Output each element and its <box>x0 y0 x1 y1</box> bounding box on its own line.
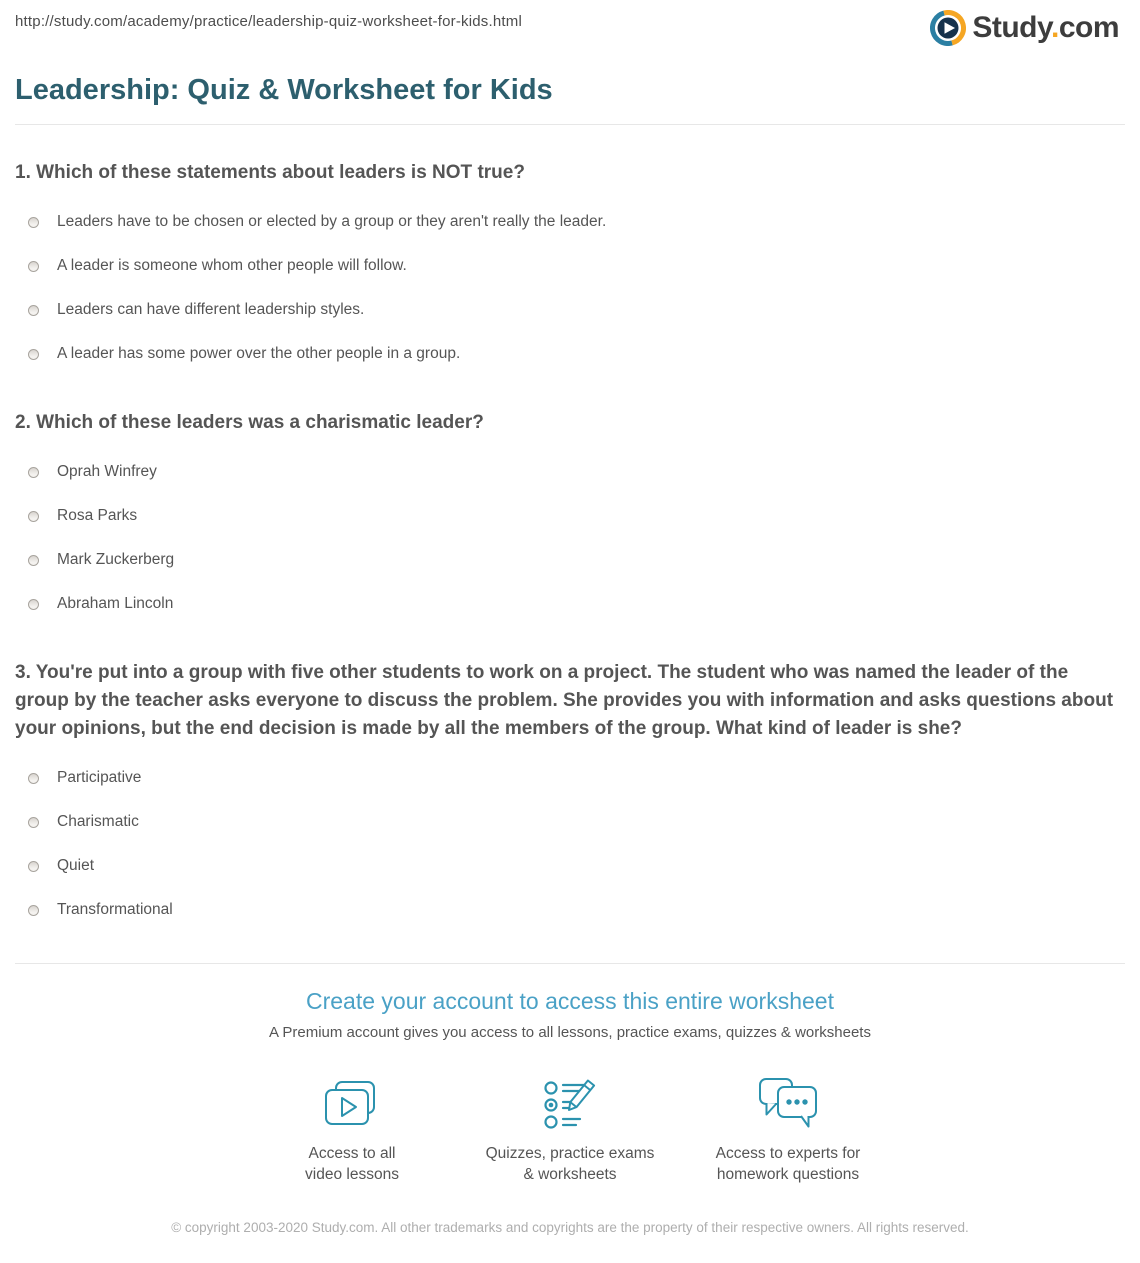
video-lessons-icon <box>243 1075 461 1131</box>
question-1-option-3[interactable] <box>15 301 1125 319</box>
option-label: Participative <box>57 769 142 787</box>
question-3 <box>15 659 1125 919</box>
features-row <box>15 1075 1125 1185</box>
option-label: Mark Zuckerberg <box>57 551 175 569</box>
question-2 <box>15 409 1125 613</box>
question-2-option-4[interactable] <box>15 595 1125 613</box>
question-1-option-1[interactable] <box>15 213 1125 231</box>
question-3-option-2-radio[interactable] <box>28 817 39 828</box>
feature-expert-help <box>679 1075 897 1185</box>
question-1-option-2[interactable] <box>15 257 1125 275</box>
studycom-logo[interactable] <box>930 10 1119 46</box>
feature-label: Quizzes, practice exams & worksheets <box>485 1145 655 1184</box>
page-url: http://study.com/academy/practice/leadership-quiz-worksheet-for-kids.html <box>15 13 523 30</box>
question-3-prompt: 3. You're put into a group with five other students to work on a project. The student who was named the leader of the group by the teacher asks everyone to discuss the problem. She provides you with information and asks questions about your opinions, but the end decision is made by all the members of the group. What kind of leader is she? <box>15 662 1114 740</box>
header <box>15 0 1125 46</box>
option-label: Leaders can have different leadership styles. <box>57 301 365 319</box>
question-2-option-1[interactable] <box>15 463 1125 481</box>
option-label: Transformational <box>57 901 173 919</box>
question-2-option-4-radio[interactable] <box>28 599 39 610</box>
question-3-option-4[interactable] <box>15 901 1125 919</box>
title-divider <box>15 124 1125 125</box>
question-3-option-3-radio[interactable] <box>28 861 39 872</box>
question-3-option-1[interactable] <box>15 769 1125 787</box>
feature-quizzes-worksheets <box>461 1075 679 1185</box>
question-3-option-4-radio[interactable] <box>28 905 39 916</box>
cta-heading[interactable]: Create your account to access this entire worksheet <box>306 988 834 1015</box>
option-label: Rosa Parks <box>57 507 138 525</box>
option-label: Quiet <box>57 857 95 875</box>
feature-label: Access to all video lessons <box>305 1145 399 1184</box>
option-label: A leader is someone whom other people will follow. <box>57 257 407 275</box>
question-2-option-3-radio[interactable] <box>28 555 39 566</box>
question-1-option-3-radio[interactable] <box>28 305 39 316</box>
question-1-option-2-radio[interactable] <box>28 261 39 272</box>
question-1-prompt: 1. Which of these statements about leaders is NOT true? <box>15 162 525 184</box>
feature-video-lessons <box>243 1075 461 1185</box>
studycom-play-icon <box>930 10 966 46</box>
question-2-option-2-radio[interactable] <box>28 511 39 522</box>
option-label: Abraham Lincoln <box>57 595 174 613</box>
copyright-text: © copyright 2003-2020 Study.com. All other trademarks and copyrights are the property of their respective owners. All rights reserved. <box>171 1220 969 1236</box>
question-1-option-4[interactable] <box>15 345 1125 363</box>
page-title: Leadership: Quiz & Worksheet for Kids <box>15 74 553 106</box>
question-3-option-1-radio[interactable] <box>28 773 39 784</box>
option-label: A leader has some power over the other people in a group. <box>57 345 461 363</box>
option-label: Leaders have to be chosen or elected by a group or they aren't really the leader. <box>57 213 607 231</box>
question-1-option-1-radio[interactable] <box>28 217 39 228</box>
cta-divider <box>15 963 1125 964</box>
question-2-option-3[interactable] <box>15 551 1125 569</box>
cta-subheading: A Premium account gives you access to all lessons, practice exams, quizzes & worksheets <box>269 1024 871 1042</box>
question-2-option-1-radio[interactable] <box>28 467 39 478</box>
question-1 <box>15 159 1125 363</box>
option-label: Charismatic <box>57 813 139 831</box>
option-label: Oprah Winfrey <box>57 463 157 481</box>
question-2-prompt: 2. Which of these leaders was a charismatic leader? <box>15 412 484 434</box>
question-3-option-2[interactable] <box>15 813 1125 831</box>
question-1-option-4-radio[interactable] <box>28 349 39 360</box>
chat-experts-icon <box>679 1075 897 1131</box>
question-3-option-3[interactable] <box>15 857 1125 875</box>
quiz-worksheet-icon <box>461 1075 679 1131</box>
question-2-option-2[interactable] <box>15 507 1125 525</box>
studycom-wordmark: Study.com <box>972 11 1119 44</box>
feature-label: Access to experts for homework questions <box>715 1145 861 1184</box>
